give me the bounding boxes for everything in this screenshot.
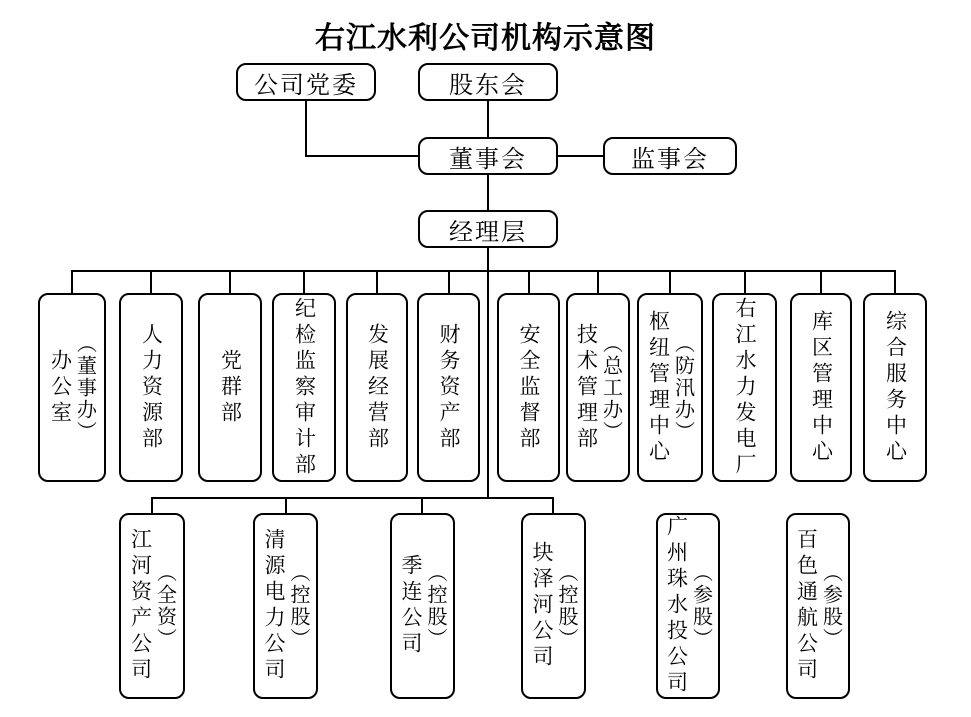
dept-name: 库区管理中心 [809,309,834,466]
dept-name: 技术管理部 [574,322,599,453]
subsidiary-note: （全资） [153,562,176,650]
dept-name: 综合服务中心 [883,309,908,466]
subsidiary-baise-tonghang [786,513,850,699]
subsidiary-note: （控股） [287,562,309,650]
connector-line [285,497,287,514]
connector-line [71,270,896,272]
node-party-committee [236,63,376,101]
dept-note: （防汛办） [671,332,694,443]
dept-name: 人力资源部 [139,322,164,453]
node-label: 经理层 [449,219,527,246]
connector-line [557,155,604,157]
dept-hub-management-center [637,293,703,482]
node-shareholders [418,63,558,101]
connector-line [448,270,450,294]
dept-safety-supervision [497,293,560,482]
dept-name: 党群部 [218,348,243,427]
connector-line [552,497,554,514]
connector-line [229,270,231,294]
connector-line [71,270,73,294]
dept-name: 安全监督部 [517,322,541,453]
connector-line [303,270,305,294]
subsidiary-name: 清源电力公司 [262,528,286,684]
subsidiary-note: （控股） [555,562,577,650]
dept-name: 枢纽管理中心 [646,309,671,466]
connector-line [487,247,489,498]
node-label: 监事会 [631,146,709,173]
connector-line [150,270,152,294]
connector-line [151,497,554,499]
subsidiary-jilian [390,513,455,699]
subsidiary-name: 百色通航公司 [794,528,819,684]
connector-line [528,270,530,294]
node-board [418,137,558,175]
dept-finance-assets [417,293,480,482]
connector-line [894,270,896,294]
connector-line [151,497,153,514]
node-label: 公司党委 [254,72,358,99]
connector-line [487,100,489,138]
connector-line [305,100,307,156]
connector-line [820,270,822,294]
connector-line [487,174,489,211]
dept-name: 财务资产部 [437,322,461,453]
dept-discipline-audit [272,293,336,482]
subsidiary-guangzhou-zhushuitou [656,513,720,699]
dept-comprehensive-service-center [863,293,927,482]
dept-name: 右江水力发电厂 [733,296,757,479]
dept-note: （总工办） [599,332,622,443]
dept-development-operation [346,293,408,482]
dept-party-masses [198,293,262,482]
connector-line [744,270,746,294]
node-management [418,210,558,248]
dept-name: 纪检监察审计部 [292,296,317,479]
node-label: 董事会 [449,146,527,173]
dept-human-resources [119,293,183,482]
dept-name: 发展经营部 [365,322,390,453]
subsidiary-jianghe-assets [119,513,185,699]
subsidiary-note: （参股） [689,562,712,650]
node-supervisory [603,137,737,175]
subsidiary-qingyuan-power [253,513,318,699]
node-label: 股东会 [449,72,527,99]
subsidiary-note: （控股） [424,562,446,650]
dept-hydropower-plant [712,293,777,482]
subsidiary-name: 江河资产公司 [128,528,153,684]
subsidiary-kuazehe [521,513,586,699]
connector-line [421,497,423,514]
connector-line [305,155,419,157]
dept-reservoir-management-center [790,293,852,482]
subsidiary-name: 广州珠水投公司 [664,515,689,697]
connector-line [669,270,671,294]
chart-title: 右江水利公司机构示意图 [315,22,656,55]
subsidiary-note: （参股） [819,562,842,650]
dept-office [38,293,106,482]
subsidiary-name: 季连公司 [399,554,423,658]
connector-line [597,270,599,294]
subsidiary-name: 块泽河公司 [530,541,554,671]
dept-note: （董事办） [73,332,96,443]
dept-name: 办公室 [48,348,73,427]
dept-technology-management [566,293,630,482]
connector-line [376,270,378,294]
